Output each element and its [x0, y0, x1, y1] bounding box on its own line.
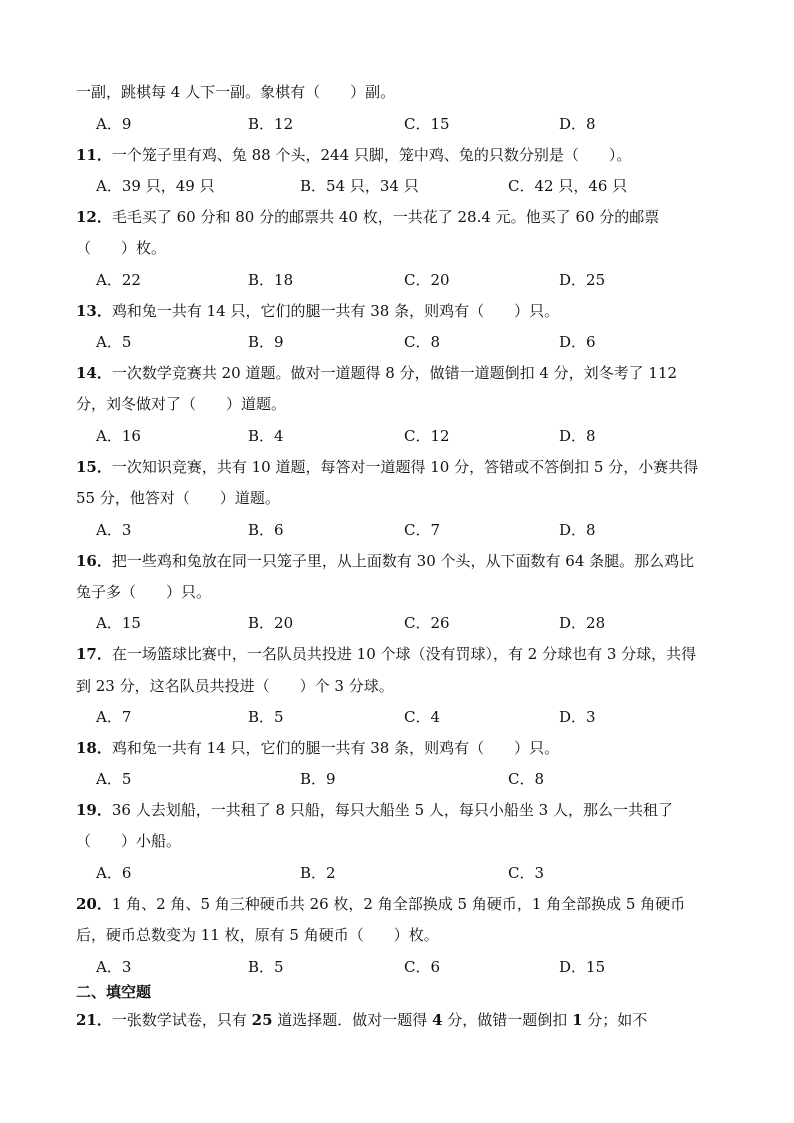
option[interactable]: D．3	[559, 708, 596, 726]
question-text: 1 角、2 角、5 角三种硬币共 26 枚，2 角全部换成 5 角硬币，1 角全部换成 5 角硬币	[111, 895, 686, 913]
option[interactable]: A．15	[96, 614, 141, 632]
option[interactable]: B．4	[248, 427, 284, 445]
question-text: 道选择题．做对一题得	[272, 1011, 433, 1029]
option[interactable]: D．15	[559, 958, 606, 976]
question-text: 一次知识竞赛，共有 10 道题，每答对一道题得 10 分，答错或不答倒扣 5 分，小赛共得	[111, 458, 699, 476]
question-text: 分；如不	[582, 1011, 648, 1029]
question-text: 分，做错一题倒扣	[442, 1011, 573, 1029]
question-number: 17．	[76, 645, 112, 663]
question-number: 15．	[76, 458, 112, 476]
question-number: 14．	[76, 364, 112, 382]
question-number: 20．	[76, 895, 112, 913]
question-text: 毛毛买了 60 分和 80 分的邮票共 40 枚，一共花了 28.4 元。他买了 60 分的邮票	[111, 208, 660, 226]
question-number: 13．	[76, 302, 112, 320]
option[interactable]: B．20	[248, 614, 294, 632]
option[interactable]: C．15	[404, 115, 450, 133]
question-text: 在一场篮球比赛中，一名队员共投进 10 个球（没有罚球），有 2 分球也有 3 分球，共得	[111, 645, 697, 663]
option[interactable]: B．18	[248, 271, 294, 289]
option[interactable]: B．6	[248, 521, 284, 539]
question-16	[76, 551, 694, 571]
option[interactable]: A．7	[96, 708, 132, 726]
number: 1	[572, 1011, 583, 1029]
question-number: 16．	[76, 552, 112, 570]
option[interactable]: B．9	[300, 770, 336, 788]
option[interactable]: C．8	[508, 770, 545, 788]
number: 4	[432, 1011, 443, 1029]
option[interactable]: C．20	[404, 271, 450, 289]
question-19	[76, 800, 673, 820]
option[interactable]: C．26	[404, 614, 450, 632]
option[interactable]: D．8	[559, 115, 596, 133]
question-19-cont: （ ）小船。	[76, 832, 182, 850]
option[interactable]: B．2	[300, 864, 336, 882]
question-number: 18．	[76, 739, 112, 757]
question-12	[76, 207, 659, 227]
option[interactable]: A．39 只，49 只	[96, 177, 215, 195]
question-13	[76, 301, 559, 321]
question-text: 一次数学竞赛共 20 道题。做对一道题得 8 分，做错一道题倒扣 4 分，刘冬考了 112	[111, 364, 678, 382]
option[interactable]: D．28	[559, 614, 606, 632]
question-17	[76, 644, 696, 664]
question-18	[76, 738, 559, 758]
option[interactable]: C．4	[404, 708, 441, 726]
question-16-cont: 兔子多（ ）只。	[76, 583, 212, 601]
option[interactable]: D．6	[559, 333, 596, 351]
question-15-cont: 55 分，他答对（ ）道题。	[76, 489, 280, 507]
question-number: 19．	[76, 801, 112, 819]
option[interactable]: D．8	[559, 521, 596, 539]
option[interactable]: A．3	[96, 958, 132, 976]
option[interactable]: B．12	[248, 115, 294, 133]
question-text: 一个笼子里有鸡、兔 88 个头，244 只脚，笼中鸡、兔的只数分别是（ ）。	[111, 146, 632, 164]
question-15	[76, 457, 698, 477]
number: 25	[251, 1011, 273, 1029]
q10-text: 一副，跳棋每 4 人下一副。象棋有（ ）副。	[76, 83, 396, 101]
question-text: 36 人去划船，一共租了 8 只船，每只大船坐 5 人，每只小船坐 3 人，那么一共租了	[111, 801, 673, 819]
option[interactable]: A．22	[96, 271, 141, 289]
option[interactable]: D．25	[559, 271, 606, 289]
question-20-cont: 后，硬币总数变为 11 枚，原有 5 角硬币（ ）枚。	[76, 926, 439, 944]
option[interactable]: A．9	[96, 115, 132, 133]
option[interactable]: A．3	[96, 521, 132, 539]
question-20	[76, 894, 685, 914]
question-text: 把一些鸡和兔放在同一只笼子里，从上面数有 30 个头，从下面数有 64 条腿。那么鸡比	[111, 552, 695, 570]
question-number: 21．	[76, 1011, 112, 1029]
option[interactable]: A．6	[96, 864, 132, 882]
option[interactable]: A．5	[96, 770, 132, 788]
option[interactable]: C．7	[404, 521, 441, 539]
question-21	[76, 1010, 647, 1030]
option[interactable]: C．8	[404, 333, 441, 351]
question-text: 一张数学试卷，只有	[111, 1011, 252, 1029]
option[interactable]: C．3	[508, 864, 545, 882]
option[interactable]: B．54 只，34 只	[300, 177, 419, 195]
question-14	[76, 363, 677, 383]
option[interactable]: D．8	[559, 427, 596, 445]
option[interactable]: B．5	[248, 958, 284, 976]
question-text: 鸡和兔一共有 14 只，它们的腿一共有 38 条，则鸡有（ ）只。	[111, 302, 560, 320]
option[interactable]: B．9	[248, 333, 284, 351]
question-number: 11．	[76, 146, 112, 164]
question-17-cont: 到 23 分，这名队员共投进（ ）个 3 分球。	[76, 677, 394, 695]
question-14-cont: 分，刘冬做对了（ ）道题。	[76, 395, 287, 413]
option[interactable]: A．5	[96, 333, 132, 351]
option[interactable]: A．16	[96, 427, 141, 445]
option[interactable]: C．6	[404, 958, 441, 976]
option[interactable]: C．42 只，46 只	[508, 177, 628, 195]
option[interactable]: B．5	[248, 708, 284, 726]
question-text: 鸡和兔一共有 14 只，它们的腿一共有 38 条，则鸡有（ ）只。	[111, 739, 560, 757]
question-11	[76, 145, 631, 165]
section-heading: 二、填空题	[76, 983, 152, 1001]
question-12-cont: （ ）枚。	[76, 239, 167, 257]
option[interactable]: C．12	[404, 427, 450, 445]
question-number: 12．	[76, 208, 112, 226]
